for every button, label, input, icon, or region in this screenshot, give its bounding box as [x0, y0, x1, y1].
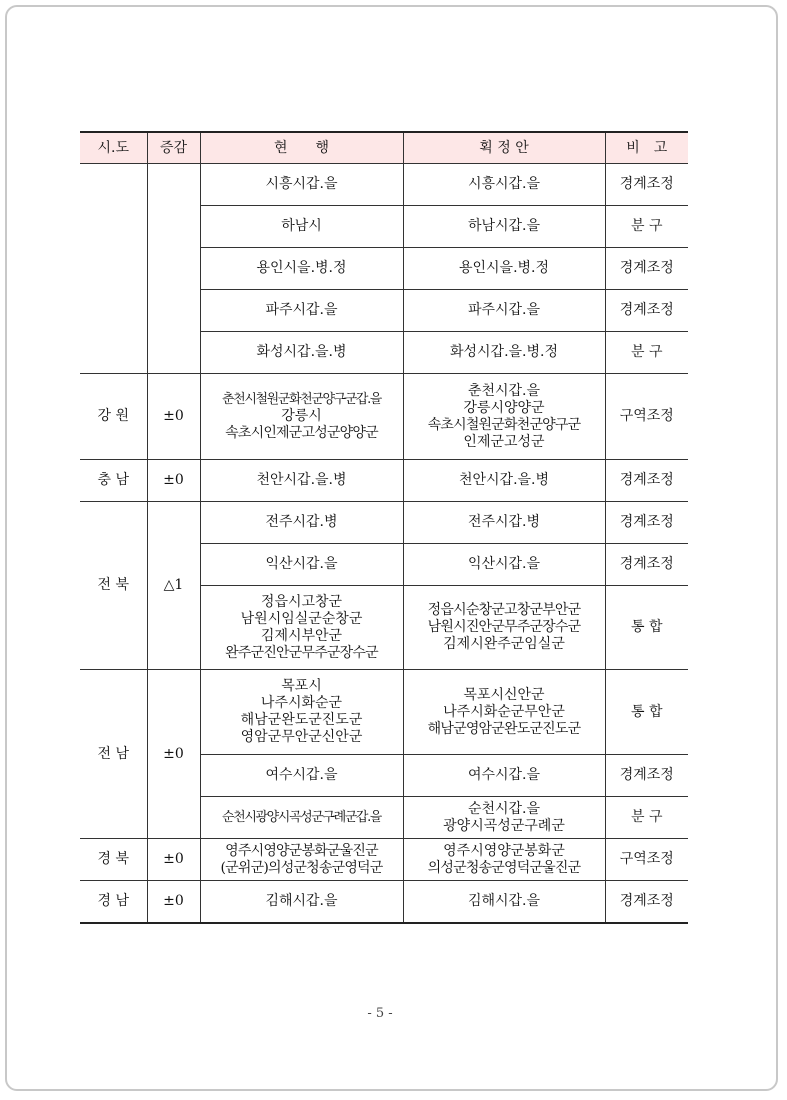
- current-line: 화성시갑.을.병: [256, 344, 347, 360]
- table-row: [80, 374, 688, 460]
- table-row: [80, 881, 688, 924]
- note-cell: 분 구: [605, 332, 688, 374]
- change-cell: [147, 164, 200, 374]
- current-line: 춘천시철원군화천군양구군갑.을: [222, 392, 381, 407]
- proposal-line: 남원시진안군무주군장수군: [427, 619, 581, 635]
- current-line: 하남시: [281, 218, 322, 234]
- current-cell: [200, 839, 403, 881]
- header-region: 시.도: [80, 132, 147, 164]
- proposal-line: 영주시영양군봉화군: [443, 842, 565, 859]
- note-cell: 경계조정: [605, 164, 688, 206]
- current-line: 강릉시: [281, 408, 322, 424]
- note-cell: 경계조정: [605, 460, 688, 502]
- region-cell: 경 남: [80, 881, 147, 924]
- region-cell: [80, 164, 147, 374]
- note-cell: 통 합: [605, 586, 688, 670]
- note-cell: 경계조정: [605, 502, 688, 544]
- change-cell: ±0: [147, 460, 200, 502]
- proposal-line: 파주시갑.을: [467, 302, 541, 318]
- proposal-cell: [403, 797, 605, 839]
- note-cell: 경계조정: [605, 881, 688, 924]
- current-cell: [200, 332, 403, 374]
- proposal-cell: [403, 164, 605, 206]
- proposal-line: 춘천시갑.을: [467, 382, 541, 399]
- header-proposal: 획 정 안: [403, 132, 605, 164]
- table-row: [80, 164, 688, 206]
- current-cell: [200, 460, 403, 502]
- region-cell: 경 북: [80, 839, 147, 881]
- region-cell: 전 북: [80, 502, 147, 670]
- note-cell: 경계조정: [605, 544, 688, 586]
- region-cell: 강 원: [80, 374, 147, 460]
- redistricting-table: [80, 131, 688, 924]
- current-line: 순천시광양시곡성군구례군갑.을: [222, 810, 381, 825]
- current-cell: [200, 290, 403, 332]
- page-number: - 5 -: [367, 1006, 393, 1021]
- proposal-line: 나주시화순군무안군: [443, 703, 565, 720]
- current-line: (군위군)의성군청송군영덕군: [220, 859, 383, 876]
- proposal-cell: [403, 290, 605, 332]
- current-line: 천안시갑.을.병: [256, 472, 347, 488]
- current-cell: [200, 797, 403, 839]
- note-cell: 구역조정: [605, 374, 688, 460]
- note-cell: 통 합: [605, 670, 688, 755]
- proposal-cell: [403, 332, 605, 374]
- proposal-line: 시흥시갑.을: [467, 176, 541, 192]
- proposal-line: 목포시신안군: [463, 686, 545, 703]
- proposal-cell: [403, 544, 605, 586]
- current-line: 용인시을.병.정: [256, 260, 347, 276]
- proposal-line: 의성군청송군영덕군울진군: [427, 859, 581, 876]
- header-change: 증감: [147, 132, 200, 164]
- table-header-row: [80, 132, 688, 164]
- change-cell: ±0: [147, 881, 200, 924]
- note-cell: 경계조정: [605, 248, 688, 290]
- current-line: 목포시: [281, 678, 322, 694]
- region-cell: 충 남: [80, 460, 147, 502]
- current-cell: [200, 881, 403, 924]
- proposal-cell: [403, 881, 605, 924]
- current-cell: [200, 586, 403, 670]
- current-cell: [200, 206, 403, 248]
- change-cell: △1: [147, 502, 200, 670]
- proposal-line: 용인시을.병.정: [458, 260, 550, 276]
- current-line: 정읍시고창군: [260, 593, 343, 610]
- proposal-cell: [403, 374, 605, 460]
- proposal-line: 여수시갑.을: [467, 767, 541, 783]
- proposal-cell: [403, 460, 605, 502]
- current-cell: [200, 755, 403, 797]
- note-cell: 경계조정: [605, 755, 688, 797]
- proposal-line: 광양시곡성군구례군: [443, 817, 565, 834]
- proposal-line: 속초시철원군화천군양구군: [427, 416, 581, 433]
- current-line: 전주시갑.병: [265, 514, 338, 530]
- current-cell: [200, 248, 403, 290]
- current-line: 나주시화순군: [260, 695, 343, 711]
- current-line: 완주군진안군무주군장수군: [225, 644, 378, 661]
- proposal-line: 김해시갑.을: [467, 893, 541, 909]
- proposal-cell: [403, 206, 605, 248]
- table-row: [80, 670, 688, 755]
- current-cell: [200, 502, 403, 544]
- proposal-line: 인제군고성군: [463, 433, 545, 450]
- header-current: 현 행: [200, 132, 403, 164]
- proposal-cell: [403, 502, 605, 544]
- proposal-cell: [403, 586, 605, 670]
- current-line: 영주시영양군봉화군울진군: [225, 842, 378, 859]
- note-cell: 분 구: [605, 797, 688, 839]
- proposal-line: 하남시갑.을: [467, 218, 541, 234]
- header-note: 비 고: [605, 132, 688, 164]
- proposal-line: 김제시완주군임실군: [443, 636, 565, 652]
- current-line: 남원시임실군순창군: [240, 610, 363, 627]
- proposal-cell: [403, 670, 605, 755]
- current-line: 여수시갑.을: [265, 767, 338, 783]
- proposal-line: 익산시갑.을: [467, 556, 541, 572]
- proposal-line: 강릉시양양군: [463, 399, 545, 416]
- current-line: 속초시인제군고성군양양군: [225, 425, 378, 441]
- proposal-line: 해남군영암군완도군진도군: [427, 720, 581, 737]
- proposal-line: 화성시갑.을.병.정: [449, 344, 559, 360]
- proposal-line: 전주시갑.병: [467, 514, 541, 530]
- note-cell: 경계조정: [605, 290, 688, 332]
- proposal-line: 순천시갑.을: [467, 800, 541, 817]
- current-line: 영암군무안군신안군: [240, 729, 363, 745]
- current-cell: [200, 544, 403, 586]
- proposal-cell: [403, 839, 605, 881]
- current-line: 김해시갑.을: [265, 893, 338, 909]
- current-cell: [200, 670, 403, 755]
- current-line: 시흥시갑.을: [265, 176, 338, 192]
- table-row: [80, 839, 688, 881]
- current-line: 해남군완도군진도군: [240, 712, 363, 728]
- proposal-cell: [403, 755, 605, 797]
- change-cell: ±0: [147, 670, 200, 839]
- change-cell: ±0: [147, 839, 200, 881]
- proposal-cell: [403, 248, 605, 290]
- proposal-line: 정읍시순창군고창군부안군: [427, 602, 581, 618]
- change-cell: ±0: [147, 374, 200, 460]
- note-cell: 분 구: [605, 206, 688, 248]
- current-line: 파주시갑.을: [265, 302, 338, 318]
- note-cell: 구역조정: [605, 839, 688, 881]
- table-row: [80, 460, 688, 502]
- table-row: [80, 502, 688, 544]
- current-cell: [200, 374, 403, 460]
- current-line: 김제시부안군: [260, 627, 343, 644]
- current-line: 익산시갑.을: [265, 556, 338, 572]
- proposal-line: 천안시갑.을.병: [458, 472, 550, 488]
- region-cell: 전 남: [80, 670, 147, 839]
- current-cell: [200, 164, 403, 206]
